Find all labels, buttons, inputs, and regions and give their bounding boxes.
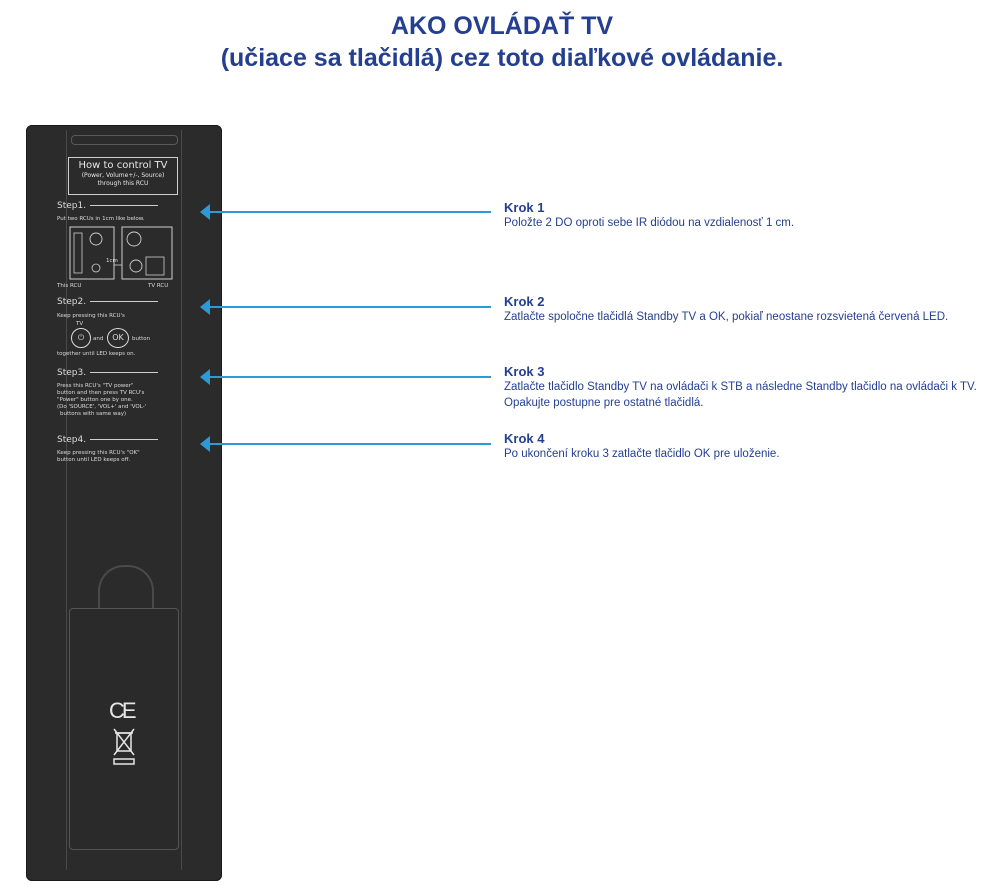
step-1 <box>504 200 794 231</box>
rcu-pairing-drawing <box>66 225 176 289</box>
title-line-1: AKO OVLÁDAŤ TV <box>390 12 614 40</box>
step-4-text: Po ukončení kroku 3 zatlačte tlačidlo OK pre uloženie. <box>504 448 780 460</box>
remote-step1-text: Put two RCUs in 1cm like below. <box>57 216 145 222</box>
remote-step2-heading: Step2. <box>57 297 158 308</box>
step-1-text: Položte 2 DO oproti sebe IR diódou na vzdialenosť 1 cm. <box>504 217 795 229</box>
ok-button-icon: OK <box>107 328 129 348</box>
remote-step2-tv-label: TV <box>76 321 84 327</box>
step-2-text: Zatlačte spoločne tlačidlá Standby TV a OK, pokiaľ neostane rozsvietená červená LED. <box>504 311 949 323</box>
remote-step3-line-2: button and then press TV RCU's <box>57 390 145 396</box>
remote-step3-line-1: Press this RCU's "TV power" <box>57 383 134 389</box>
title-line-2: (učiace sa tlačidlá) cez toto diaľkové ovládanie. <box>220 44 784 72</box>
remote-step1-distance: 1cm <box>106 258 118 264</box>
remote-control <box>26 125 222 881</box>
arrow-step-1 <box>208 211 491 213</box>
remote-step2-text-2: together until LED keeps on. <box>57 351 136 357</box>
step-4 <box>504 431 780 462</box>
remote-step2-text-1: Keep pressing this RCU's <box>57 313 125 319</box>
remote-step3-line-4: (Do 'SOURCE', 'VOL+' and 'VOL-' <box>57 404 147 410</box>
rcu-pairing-diagram <box>66 225 176 289</box>
arrow-step-2 <box>208 306 491 308</box>
step-3-heading: Krok 3 <box>504 364 545 379</box>
remote-step1-heading: Step1. <box>57 201 158 212</box>
power-icon: ⏻ <box>71 328 91 348</box>
step-3-text-1: Zatlačte tlačidlo Standby TV na ovládači k STB a následne Standby tlačidlo na ovládači k TV. <box>504 381 977 393</box>
ce-mark: CE <box>109 698 134 723</box>
step-2-heading: Krok 2 <box>504 294 545 309</box>
remote-step2-button: button <box>132 336 151 342</box>
remote-step3-line-3: "Power" button one by one. <box>57 397 133 403</box>
remote-step4-line-1: Keep pressing this RCU's "OK" <box>57 450 140 456</box>
remote-instruction-box <box>68 157 178 195</box>
remote-step4-heading: Step4. <box>57 435 158 446</box>
remote-box-subtitle-1: (Power, Volume+/-, Source) <box>81 172 165 179</box>
remote-step1-right-label: TV RCU <box>148 283 169 289</box>
remote-box-subtitle-2: through this RCU <box>97 180 149 187</box>
page-title <box>0 10 1004 74</box>
battery-latch <box>98 565 154 611</box>
arrow-step-3 <box>208 376 491 378</box>
step-3 <box>504 364 977 411</box>
arrow-step-4 <box>208 443 491 445</box>
step-2 <box>504 294 948 325</box>
remote-top-slot <box>71 135 178 145</box>
remote-step2-and: and <box>93 336 104 342</box>
remote-step3-line-5: buttons with same way) <box>60 411 127 417</box>
step-4-heading: Krok 4 <box>504 431 545 446</box>
step-3-text-2: Opakujte postupne pre ostatné tlačidlá. <box>504 397 704 409</box>
remote-step1-left-label: This RCU <box>57 283 82 289</box>
remote-box-title: How to control TV <box>78 160 168 171</box>
remote-step4-line-2: button until LED keeps off. <box>57 457 131 463</box>
step-1-heading: Krok 1 <box>504 200 545 215</box>
weee-bin-icon <box>112 727 136 772</box>
remote-step3-heading: Step3. <box>57 368 158 379</box>
